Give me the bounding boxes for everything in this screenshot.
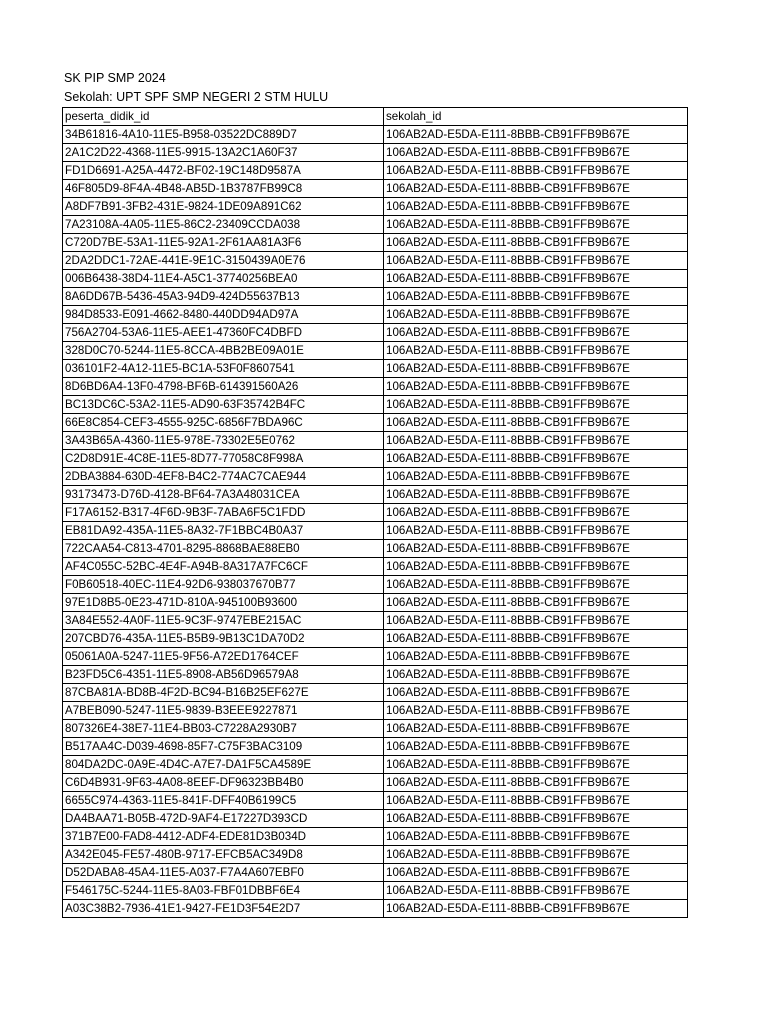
cell-peserta-didik-id: EB81DA92-435A-11E5-8A32-7F1BBC4B0A37 <box>63 522 384 540</box>
cell-peserta-didik-id: A8DF7B91-3FB2-431E-9824-1DE09A891C62 <box>63 198 384 216</box>
school-name: Sekolah: UPT SPF SMP NEGERI 2 STM HULU <box>64 90 329 104</box>
cell-sekolah-id: 106AB2AD-E5DA-E111-8BBB-CB91FFB9B67E <box>384 540 688 558</box>
table-row <box>63 738 688 756</box>
cell-sekolah-id: 106AB2AD-E5DA-E111-8BBB-CB91FFB9B67E <box>384 270 688 288</box>
table-row <box>63 828 688 846</box>
cell-peserta-didik-id: C2D8D91E-4C8E-11E5-8D77-77058C8F998A <box>63 450 384 468</box>
cell-peserta-didik-id: 66E8C854-CEF3-4555-925C-6856F7BDA96C <box>63 414 384 432</box>
cell-sekolah-id: 106AB2AD-E5DA-E111-8BBB-CB91FFB9B67E <box>384 594 688 612</box>
cell-sekolah-id: 106AB2AD-E5DA-E111-8BBB-CB91FFB9B67E <box>384 882 688 900</box>
cell-peserta-didik-id: F546175C-5244-11E5-8A03-FBF01DBBF6E4 <box>63 882 384 900</box>
cell-sekolah-id: 106AB2AD-E5DA-E111-8BBB-CB91FFB9B67E <box>384 360 688 378</box>
table-row <box>63 720 688 738</box>
cell-sekolah-id: 106AB2AD-E5DA-E111-8BBB-CB91FFB9B67E <box>384 630 688 648</box>
cell-sekolah-id: 106AB2AD-E5DA-E111-8BBB-CB91FFB9B67E <box>384 828 688 846</box>
cell-sekolah-id: 106AB2AD-E5DA-E111-8BBB-CB91FFB9B67E <box>384 306 688 324</box>
table-body <box>63 126 688 918</box>
cell-peserta-didik-id: 328D0C70-5244-11E5-8CCA-4BB2BE09A01E <box>63 342 384 360</box>
table-row <box>63 360 688 378</box>
table-row <box>63 468 688 486</box>
cell-peserta-didik-id: 804DA2DC-0A9E-4D4C-A7E7-DA1F5CA4589E <box>63 756 384 774</box>
cell-peserta-didik-id: 371B7E00-FAD8-4412-ADF4-EDE81D3B034D <box>63 828 384 846</box>
cell-sekolah-id: 106AB2AD-E5DA-E111-8BBB-CB91FFB9B67E <box>384 450 688 468</box>
cell-peserta-didik-id: 2A1C2D22-4368-11E5-9915-13A2C1A60F37 <box>63 144 384 162</box>
cell-peserta-didik-id: 3A43B65A-4360-11E5-978E-73302E5E0762 <box>63 432 384 450</box>
table-row <box>63 306 688 324</box>
table-row <box>63 432 688 450</box>
cell-peserta-didik-id: 93173473-D76D-4128-BF64-7A3A48031CEA <box>63 486 384 504</box>
cell-sekolah-id: 106AB2AD-E5DA-E111-8BBB-CB91FFB9B67E <box>384 252 688 270</box>
cell-peserta-didik-id: A03C38B2-7936-41E1-9427-FE1D3F54E2D7 <box>63 900 384 918</box>
cell-peserta-didik-id: F17A6152-B317-4F6D-9B3F-7ABA6F5C1FDD <box>63 504 384 522</box>
cell-sekolah-id: 106AB2AD-E5DA-E111-8BBB-CB91FFB9B67E <box>384 378 688 396</box>
cell-sekolah-id: 106AB2AD-E5DA-E111-8BBB-CB91FFB9B67E <box>384 756 688 774</box>
table-row <box>63 792 688 810</box>
cell-sekolah-id: 106AB2AD-E5DA-E111-8BBB-CB91FFB9B67E <box>384 810 688 828</box>
cell-peserta-didik-id: D52DABA8-45A4-11E5-A037-F7A4A607EBF0 <box>63 864 384 882</box>
cell-peserta-didik-id: FD1D6691-A25A-4472-BF02-19C148D9587A <box>63 162 384 180</box>
cell-peserta-didik-id: 8A6DD67B-5436-45A3-94D9-424D55637B13 <box>63 288 384 306</box>
cell-peserta-didik-id: 207CBD76-435A-11E5-B5B9-9B13C1DA70D2 <box>63 630 384 648</box>
column-header-sekolah-id: sekolah_id <box>384 108 688 126</box>
cell-sekolah-id: 106AB2AD-E5DA-E111-8BBB-CB91FFB9B67E <box>384 666 688 684</box>
cell-peserta-didik-id: 7A23108A-4A05-11E5-86C2-23409CCDA038 <box>63 216 384 234</box>
table-row <box>63 612 688 630</box>
table-row <box>63 900 688 918</box>
table-row <box>63 162 688 180</box>
cell-sekolah-id: 106AB2AD-E5DA-E111-8BBB-CB91FFB9B67E <box>384 522 688 540</box>
table-row <box>63 576 688 594</box>
cell-sekolah-id: 106AB2AD-E5DA-E111-8BBB-CB91FFB9B67E <box>384 504 688 522</box>
cell-sekolah-id: 106AB2AD-E5DA-E111-8BBB-CB91FFB9B67E <box>384 162 688 180</box>
table-row <box>63 234 688 252</box>
table-row <box>63 252 688 270</box>
table-row <box>63 648 688 666</box>
table-row <box>63 396 688 414</box>
table-row <box>63 594 688 612</box>
cell-sekolah-id: 106AB2AD-E5DA-E111-8BBB-CB91FFB9B67E <box>384 864 688 882</box>
cell-peserta-didik-id: 46F805D9-8F4A-4B48-AB5D-1B3787FB99C8 <box>63 180 384 198</box>
cell-sekolah-id: 106AB2AD-E5DA-E111-8BBB-CB91FFB9B67E <box>384 342 688 360</box>
cell-peserta-didik-id: 6655C974-4363-11E5-841F-DFF40B6199C5 <box>63 792 384 810</box>
cell-sekolah-id: 106AB2AD-E5DA-E111-8BBB-CB91FFB9B67E <box>384 612 688 630</box>
cell-peserta-didik-id: 97E1D8B5-0E23-471D-810A-945100B93600 <box>63 594 384 612</box>
cell-peserta-didik-id: 34B61816-4A10-11E5-B958-03522DC889D7 <box>63 126 384 144</box>
cell-peserta-didik-id: B517AA4C-D039-4698-85F7-C75F3BAC3109 <box>63 738 384 756</box>
table-header-row <box>63 108 688 126</box>
cell-sekolah-id: 106AB2AD-E5DA-E111-8BBB-CB91FFB9B67E <box>384 720 688 738</box>
table-row <box>63 504 688 522</box>
table-row <box>63 540 688 558</box>
document-title: SK PIP SMP 2024 <box>64 71 166 85</box>
cell-peserta-didik-id: 8D6BD6A4-13F0-4798-BF6B-614391560A26 <box>63 378 384 396</box>
table-row <box>63 486 688 504</box>
cell-peserta-didik-id: AF4C055C-52BC-4E4F-A94B-8A317A7FC6CF <box>63 558 384 576</box>
cell-sekolah-id: 106AB2AD-E5DA-E111-8BBB-CB91FFB9B67E <box>384 126 688 144</box>
cell-sekolah-id: 106AB2AD-E5DA-E111-8BBB-CB91FFB9B67E <box>384 144 688 162</box>
table-row <box>63 684 688 702</box>
cell-peserta-didik-id: 87CBA81A-BD8B-4F2D-BC94-B16B25EF627E <box>63 684 384 702</box>
cell-sekolah-id: 106AB2AD-E5DA-E111-8BBB-CB91FFB9B67E <box>384 288 688 306</box>
table-row <box>63 180 688 198</box>
cell-peserta-didik-id: C6D4B931-9F63-4A08-8EEF-DF96323BB4B0 <box>63 774 384 792</box>
cell-sekolah-id: 106AB2AD-E5DA-E111-8BBB-CB91FFB9B67E <box>384 414 688 432</box>
table-row <box>63 666 688 684</box>
table-row <box>63 198 688 216</box>
cell-sekolah-id: 106AB2AD-E5DA-E111-8BBB-CB91FFB9B67E <box>384 396 688 414</box>
cell-sekolah-id: 106AB2AD-E5DA-E111-8BBB-CB91FFB9B67E <box>384 486 688 504</box>
table-row <box>63 414 688 432</box>
table-row <box>63 630 688 648</box>
cell-sekolah-id: 106AB2AD-E5DA-E111-8BBB-CB91FFB9B67E <box>384 792 688 810</box>
table-row <box>63 324 688 342</box>
table-row <box>63 288 688 306</box>
table-row <box>63 144 688 162</box>
cell-sekolah-id: 106AB2AD-E5DA-E111-8BBB-CB91FFB9B67E <box>384 900 688 918</box>
cell-peserta-didik-id: DA4BAA71-B05B-472D-9AF4-E17227D393CD <box>63 810 384 828</box>
table-row <box>63 216 688 234</box>
cell-peserta-didik-id: C720D7BE-53A1-11E5-92A1-2F61AA81A3F6 <box>63 234 384 252</box>
cell-sekolah-id: 106AB2AD-E5DA-E111-8BBB-CB91FFB9B67E <box>384 180 688 198</box>
cell-sekolah-id: 106AB2AD-E5DA-E111-8BBB-CB91FFB9B67E <box>384 432 688 450</box>
cell-sekolah-id: 106AB2AD-E5DA-E111-8BBB-CB91FFB9B67E <box>384 684 688 702</box>
table-row <box>63 558 688 576</box>
cell-peserta-didik-id: 036101F2-4A12-11E5-BC1A-53F0F8607541 <box>63 360 384 378</box>
cell-sekolah-id: 106AB2AD-E5DA-E111-8BBB-CB91FFB9B67E <box>384 198 688 216</box>
cell-sekolah-id: 106AB2AD-E5DA-E111-8BBB-CB91FFB9B67E <box>384 468 688 486</box>
cell-sekolah-id: 106AB2AD-E5DA-E111-8BBB-CB91FFB9B67E <box>384 738 688 756</box>
cell-peserta-didik-id: 2DA2DDC1-72AE-441E-9E1C-3150439A0E76 <box>63 252 384 270</box>
cell-peserta-didik-id: 05061A0A-5247-11E5-9F56-A72ED1764CEF <box>63 648 384 666</box>
table-row <box>63 702 688 720</box>
table-row <box>63 810 688 828</box>
student-table <box>62 107 688 918</box>
table-row <box>63 522 688 540</box>
cell-peserta-didik-id: 2DBA3884-630D-4EF8-B4C2-774AC7CAE944 <box>63 468 384 486</box>
cell-peserta-didik-id: A7BEB090-5247-11E5-9839-B3EEE9227871 <box>63 702 384 720</box>
cell-sekolah-id: 106AB2AD-E5DA-E111-8BBB-CB91FFB9B67E <box>384 576 688 594</box>
cell-sekolah-id: 106AB2AD-E5DA-E111-8BBB-CB91FFB9B67E <box>384 702 688 720</box>
table-row <box>63 846 688 864</box>
table-row <box>63 342 688 360</box>
cell-sekolah-id: 106AB2AD-E5DA-E111-8BBB-CB91FFB9B67E <box>384 846 688 864</box>
cell-peserta-didik-id: A342E045-FE57-480B-9717-EFCB5AC349D8 <box>63 846 384 864</box>
table-row <box>63 864 688 882</box>
cell-peserta-didik-id: 807326E4-38E7-11E4-BB03-C7228A2930B7 <box>63 720 384 738</box>
cell-sekolah-id: 106AB2AD-E5DA-E111-8BBB-CB91FFB9B67E <box>384 216 688 234</box>
cell-peserta-didik-id: 756A2704-53A6-11E5-AEE1-47360FC4DBFD <box>63 324 384 342</box>
table-row <box>63 270 688 288</box>
cell-peserta-didik-id: 984D8533-E091-4662-8480-440DD94AD97A <box>63 306 384 324</box>
cell-peserta-didik-id: 722CAA54-C813-4701-8295-8868BAE88EB0 <box>63 540 384 558</box>
cell-peserta-didik-id: F0B60518-40EC-11E4-92D6-938037670B77 <box>63 576 384 594</box>
cell-peserta-didik-id: B23FD5C6-4351-11E5-8908-AB56D96579A8 <box>63 666 384 684</box>
table-row <box>63 756 688 774</box>
cell-peserta-didik-id: 006B6438-38D4-11E4-A5C1-37740256BEA0 <box>63 270 384 288</box>
table-row <box>63 774 688 792</box>
cell-sekolah-id: 106AB2AD-E5DA-E111-8BBB-CB91FFB9B67E <box>384 774 688 792</box>
table-row <box>63 126 688 144</box>
cell-sekolah-id: 106AB2AD-E5DA-E111-8BBB-CB91FFB9B67E <box>384 324 688 342</box>
table-row <box>63 450 688 468</box>
cell-peserta-didik-id: 3A84E552-4A0F-11E5-9C3F-9747EBE215AC <box>63 612 384 630</box>
cell-peserta-didik-id: BC13DC6C-53A2-11E5-AD90-63F35742B4FC <box>63 396 384 414</box>
table-row <box>63 378 688 396</box>
cell-sekolah-id: 106AB2AD-E5DA-E111-8BBB-CB91FFB9B67E <box>384 234 688 252</box>
column-header-peserta-didik-id: peserta_didik_id <box>63 108 384 126</box>
cell-sekolah-id: 106AB2AD-E5DA-E111-8BBB-CB91FFB9B67E <box>384 648 688 666</box>
table-row <box>63 882 688 900</box>
cell-sekolah-id: 106AB2AD-E5DA-E111-8BBB-CB91FFB9B67E <box>384 558 688 576</box>
